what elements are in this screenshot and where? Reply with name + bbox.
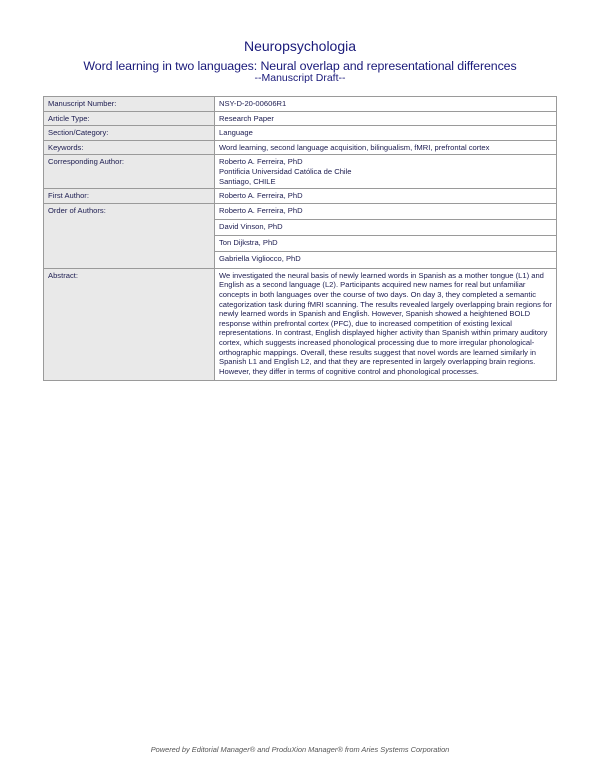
table-row [44, 189, 557, 204]
manuscript-number-label: Manuscript Number: [44, 97, 215, 112]
section-label: Section/Category: [44, 126, 215, 141]
table-row [44, 97, 557, 112]
abstract-label: Abstract: [44, 268, 215, 381]
article-type-label: Article Type: [44, 111, 215, 126]
section-value: Language [215, 126, 557, 141]
corresponding-author-location: Santiago, CHILE [219, 176, 276, 186]
footer-credit: Powered by Editorial Manager® and ProduXion Manager® from Aries Systems Corporation [150, 745, 450, 754]
draft-label: --Manuscript Draft-- [254, 72, 346, 84]
manuscript-info-table [43, 96, 557, 381]
author-item: Roberto A. Ferreira, PhD [215, 204, 556, 220]
article-type-value: Research Paper [215, 111, 557, 126]
corresponding-author-name: Roberto A. Ferreira, PhD [219, 157, 303, 167]
order-of-authors-label: Order of Authors: [44, 203, 215, 268]
first-author-value: Roberto A. Ferreira, PhD [215, 189, 557, 204]
author-item: David Vinson, PhD [215, 220, 556, 236]
table-row [44, 155, 557, 189]
article-title: Word learning in two languages: Neural overlap and representational differences [83, 59, 517, 73]
keywords-label: Keywords: [44, 140, 215, 155]
corresponding-author-institution: Pontificia Universidad Católica de Chile [219, 166, 352, 176]
journal-name: Neuropsychologia [243, 38, 357, 54]
author-item: Gabriella Vigliocco, PhD [219, 253, 301, 263]
author-item: Ton Dijkstra, PhD [215, 236, 556, 252]
table-row [44, 126, 557, 141]
order-of-authors-list [215, 203, 557, 268]
corresponding-author-value [215, 155, 557, 189]
table-row [44, 203, 557, 268]
keywords-value: Word learning, second language acquisition, bilingualism, fMRI, prefrontal cortex [215, 140, 557, 155]
corresponding-author-label: Corresponding Author: [44, 155, 215, 189]
table-row [44, 111, 557, 126]
manuscript-number-value: NSY-D-20-00606R1 [215, 97, 557, 112]
table-row [44, 140, 557, 155]
abstract-text: We investigated the neural basis of newly learned words in Spanish as a mother tongue (L1) and English as a second language (L2). Participants acquired new names for real but unfamiliar concepts in both languages over the course of two days. On day 3, they completed a semantic categorization task during fMRI scanning. The results revealed largely overlapping brain regions for newly learned words in Spanish and English. However, Spanish showed a heightened BOLD response within prefrontal cortex (PFC), due to increased competition of existing lexical representations. In contrast, English displayed higher activity than Spanish within primary auditory cortex, which suggests increased phonological processing due to more irregular phonological-orthographic mappings. Overall, these results suggest that novel words are learned similarly in Spanish L1 and English L2, and that they are represented in largely overlapping brain regions. However, they differ in terms of cognitive control and phonological processes. [215, 268, 557, 381]
first-author-label: First Author: [44, 189, 215, 204]
table-row [44, 268, 557, 381]
